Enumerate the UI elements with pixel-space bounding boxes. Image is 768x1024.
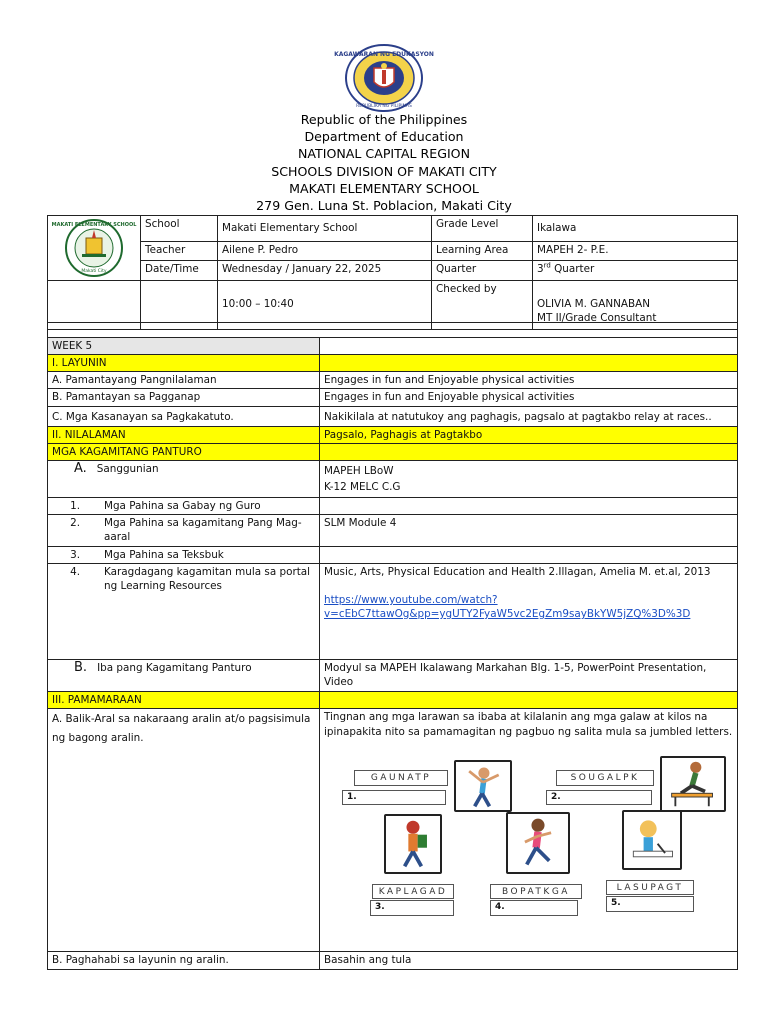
lesson-info-table <box>47 215 738 330</box>
time-value: 10:00 – 10:40 <box>218 281 432 330</box>
pamantayang-pangnilalaman-label: A. Pamantayang Pangnilalaman <box>48 372 320 389</box>
school-logo-cell <box>48 216 141 281</box>
jumbled-word-3: KAPLAGAD <box>372 884 454 899</box>
grade-label: Grade Level <box>432 216 533 242</box>
nilalaman-heading: II. NILALAMAN <box>48 427 320 444</box>
paghahabi-value: Basahin ang tula <box>320 952 738 970</box>
pamantayang-pangnilalaman-value: Engages in fun and Enjoyable physical activities <box>320 372 738 389</box>
date-value: Wednesday / January 22, 2025 <box>218 261 432 281</box>
iba-pang-kagamitan-label: Iba pang Kagamitang Panturo <box>97 662 252 674</box>
answer-box-5[interactable]: 5. <box>606 896 694 912</box>
header-line-address: 279 Gen. Luna St. Poblacion, Makati City <box>256 198 512 214</box>
seal-bottom-text: REPUBLIKA NG PILIPINAS <box>356 104 412 109</box>
sanggunian-value: MAPEH LBoW K-12 MELC C.G <box>320 461 738 498</box>
writing-child-icon <box>622 810 682 870</box>
area-label: Learning Area <box>432 242 533 261</box>
nilalaman-value: Pagsalo, Paghagis at Pagtakbo <box>320 427 738 444</box>
school-logo-text: MAKATI ELEMENTARY SCHOOL <box>51 222 137 228</box>
header-line-republic: Republic of the Philippines <box>300 112 468 127</box>
school-value: Makati Elementary School <box>218 216 432 242</box>
kagamitan-heading: MGA KAGAMITANG PANTURO <box>48 444 320 461</box>
quarter-value: 3rd Quarter <box>533 261 738 281</box>
balik-aral-cell <box>320 709 738 952</box>
karagdagang-kagamitan-row: 4. Karagdagang kagamitan mula sa portal ng Learning Resources <box>48 564 320 660</box>
stretching-child-icon <box>454 760 512 812</box>
teacher-label: Teacher <box>141 242 218 261</box>
answer-box-4[interactable]: 4. <box>490 900 578 916</box>
pamantayan-pagganap-label: B. Pamantayan sa Pagganap <box>48 389 320 407</box>
header-line-deped: Department of Education <box>304 129 464 145</box>
jumbled-letters-activity <box>324 740 733 938</box>
week-label: WEEK 5 <box>48 338 320 355</box>
grade-value: Ikalawa <box>533 216 738 242</box>
hurdle-runner-icon <box>660 756 726 812</box>
teacher-value: Ailene P. Pedro <box>218 242 432 261</box>
checker-name: OLIVIA M. GANNABAN <box>537 298 651 310</box>
answer-box-2[interactable]: 2. <box>546 790 652 805</box>
jumbled-word-2: SOUGALPK <box>556 770 654 786</box>
running-girl-icon <box>506 812 570 874</box>
checked-by-label: Checked by <box>432 281 533 330</box>
kagamitang-mag-aaral-row: 2. Mga Pahina sa kagamitang Pang Mag-aaral <box>48 515 320 547</box>
karagdagang-kagamitan-value: Music, Arts, Physical Education and Health 2.Illagan, Amelia M. et.al, 2013 https://www.youtube.com/watch? v=cEbC7ttawOg&pp=ygUTY2FyaW5vc2EgZm9sayBkYW5jZQ%3D%3D <box>320 564 738 660</box>
sanggunian-label: Sanggunian <box>96 463 159 475</box>
kasanayan-label: C. Mga Kasanayan sa Pagkakatuto. <box>48 407 320 427</box>
header-line-division: SCHOOLS DIVISION OF MAKATI CITY <box>271 163 497 179</box>
school-logo <box>51 218 137 278</box>
teksbuk-row: 3. Mga Pahina sa Teksbuk <box>48 547 320 564</box>
checker-title: MT II/Grade Consultant <box>537 312 657 324</box>
date-label: Date/Time <box>141 261 218 281</box>
answer-box-3[interactable]: 3. <box>370 900 454 916</box>
iba-pang-kagamitan-cell: B. Iba pang Kagamitang Panturo <box>48 660 320 692</box>
area-value: MAPEH 2- P.E. <box>533 242 738 261</box>
school-logo-sub: Makati City <box>81 269 107 274</box>
youtube-link[interactable]: https://www.youtube.com/watch? v=cEbC7ttawOg&pp=ygUTY2FyaW5vc2EgZm9sayBkYW5jZQ%3D%3D <box>324 594 691 620</box>
lesson-plan-table <box>47 322 738 970</box>
jumbled-word-5: LASUPAGT <box>606 880 694 895</box>
deped-seal <box>334 44 434 112</box>
layunin-heading: I. LAYUNIN <box>48 355 320 372</box>
pamamaraan-heading: III. PAMAMARAAN <box>48 692 320 709</box>
slm-module-value: SLM Module 4 <box>320 515 738 547</box>
balik-aral-label: A. Balik-Aral sa nakaraang aralin at/o pagsisimula ng bagong aralin. <box>48 709 320 952</box>
iba-pang-kagamitan-value: Modyul sa MAPEH Ikalawang Markahan Blg. 1-5, PowerPoint Presentation, Video <box>320 660 738 692</box>
backpack-child-icon <box>384 814 442 874</box>
jumbled-word-1: GAUNATP <box>354 770 448 786</box>
balik-aral-instruction: Tingnan ang mga larawan sa ibaba at kilalanin ang mga galaw at kilos na ipinapakita nito sa pamamagitan ng pagbuo ng salita mula sa jumbled letters. <box>324 711 733 738</box>
sanggunian-cell: A. Sanggunian <box>48 461 320 498</box>
quarter-label: Quarter <box>432 261 533 281</box>
pamantayan-pagganap-value: Engages in fun and Enjoyable physical activities <box>320 389 738 407</box>
gabay-guro-row: 1. Mga Pahina sa Gabay ng Guro <box>48 498 320 515</box>
document-header <box>0 111 768 214</box>
seal-top-text: KAGAWARAN NG EDUKASYON <box>334 51 434 58</box>
header-line-region: NATIONAL CAPITAL REGION <box>297 146 470 162</box>
answer-box-1[interactable]: 1. <box>342 790 446 805</box>
jumbled-word-4: BOPATKGA <box>490 884 582 899</box>
header-line-school: MAKATI ELEMENTARY SCHOOL <box>289 180 479 196</box>
school-label: School <box>141 216 218 242</box>
paghahabi-label: B. Paghahabi sa layunin ng aralin. <box>48 952 320 970</box>
kasanayan-value: Nakikilala at natutukoy ang paghagis, pagsalo at pagtakbo relay at races.. <box>320 407 738 427</box>
